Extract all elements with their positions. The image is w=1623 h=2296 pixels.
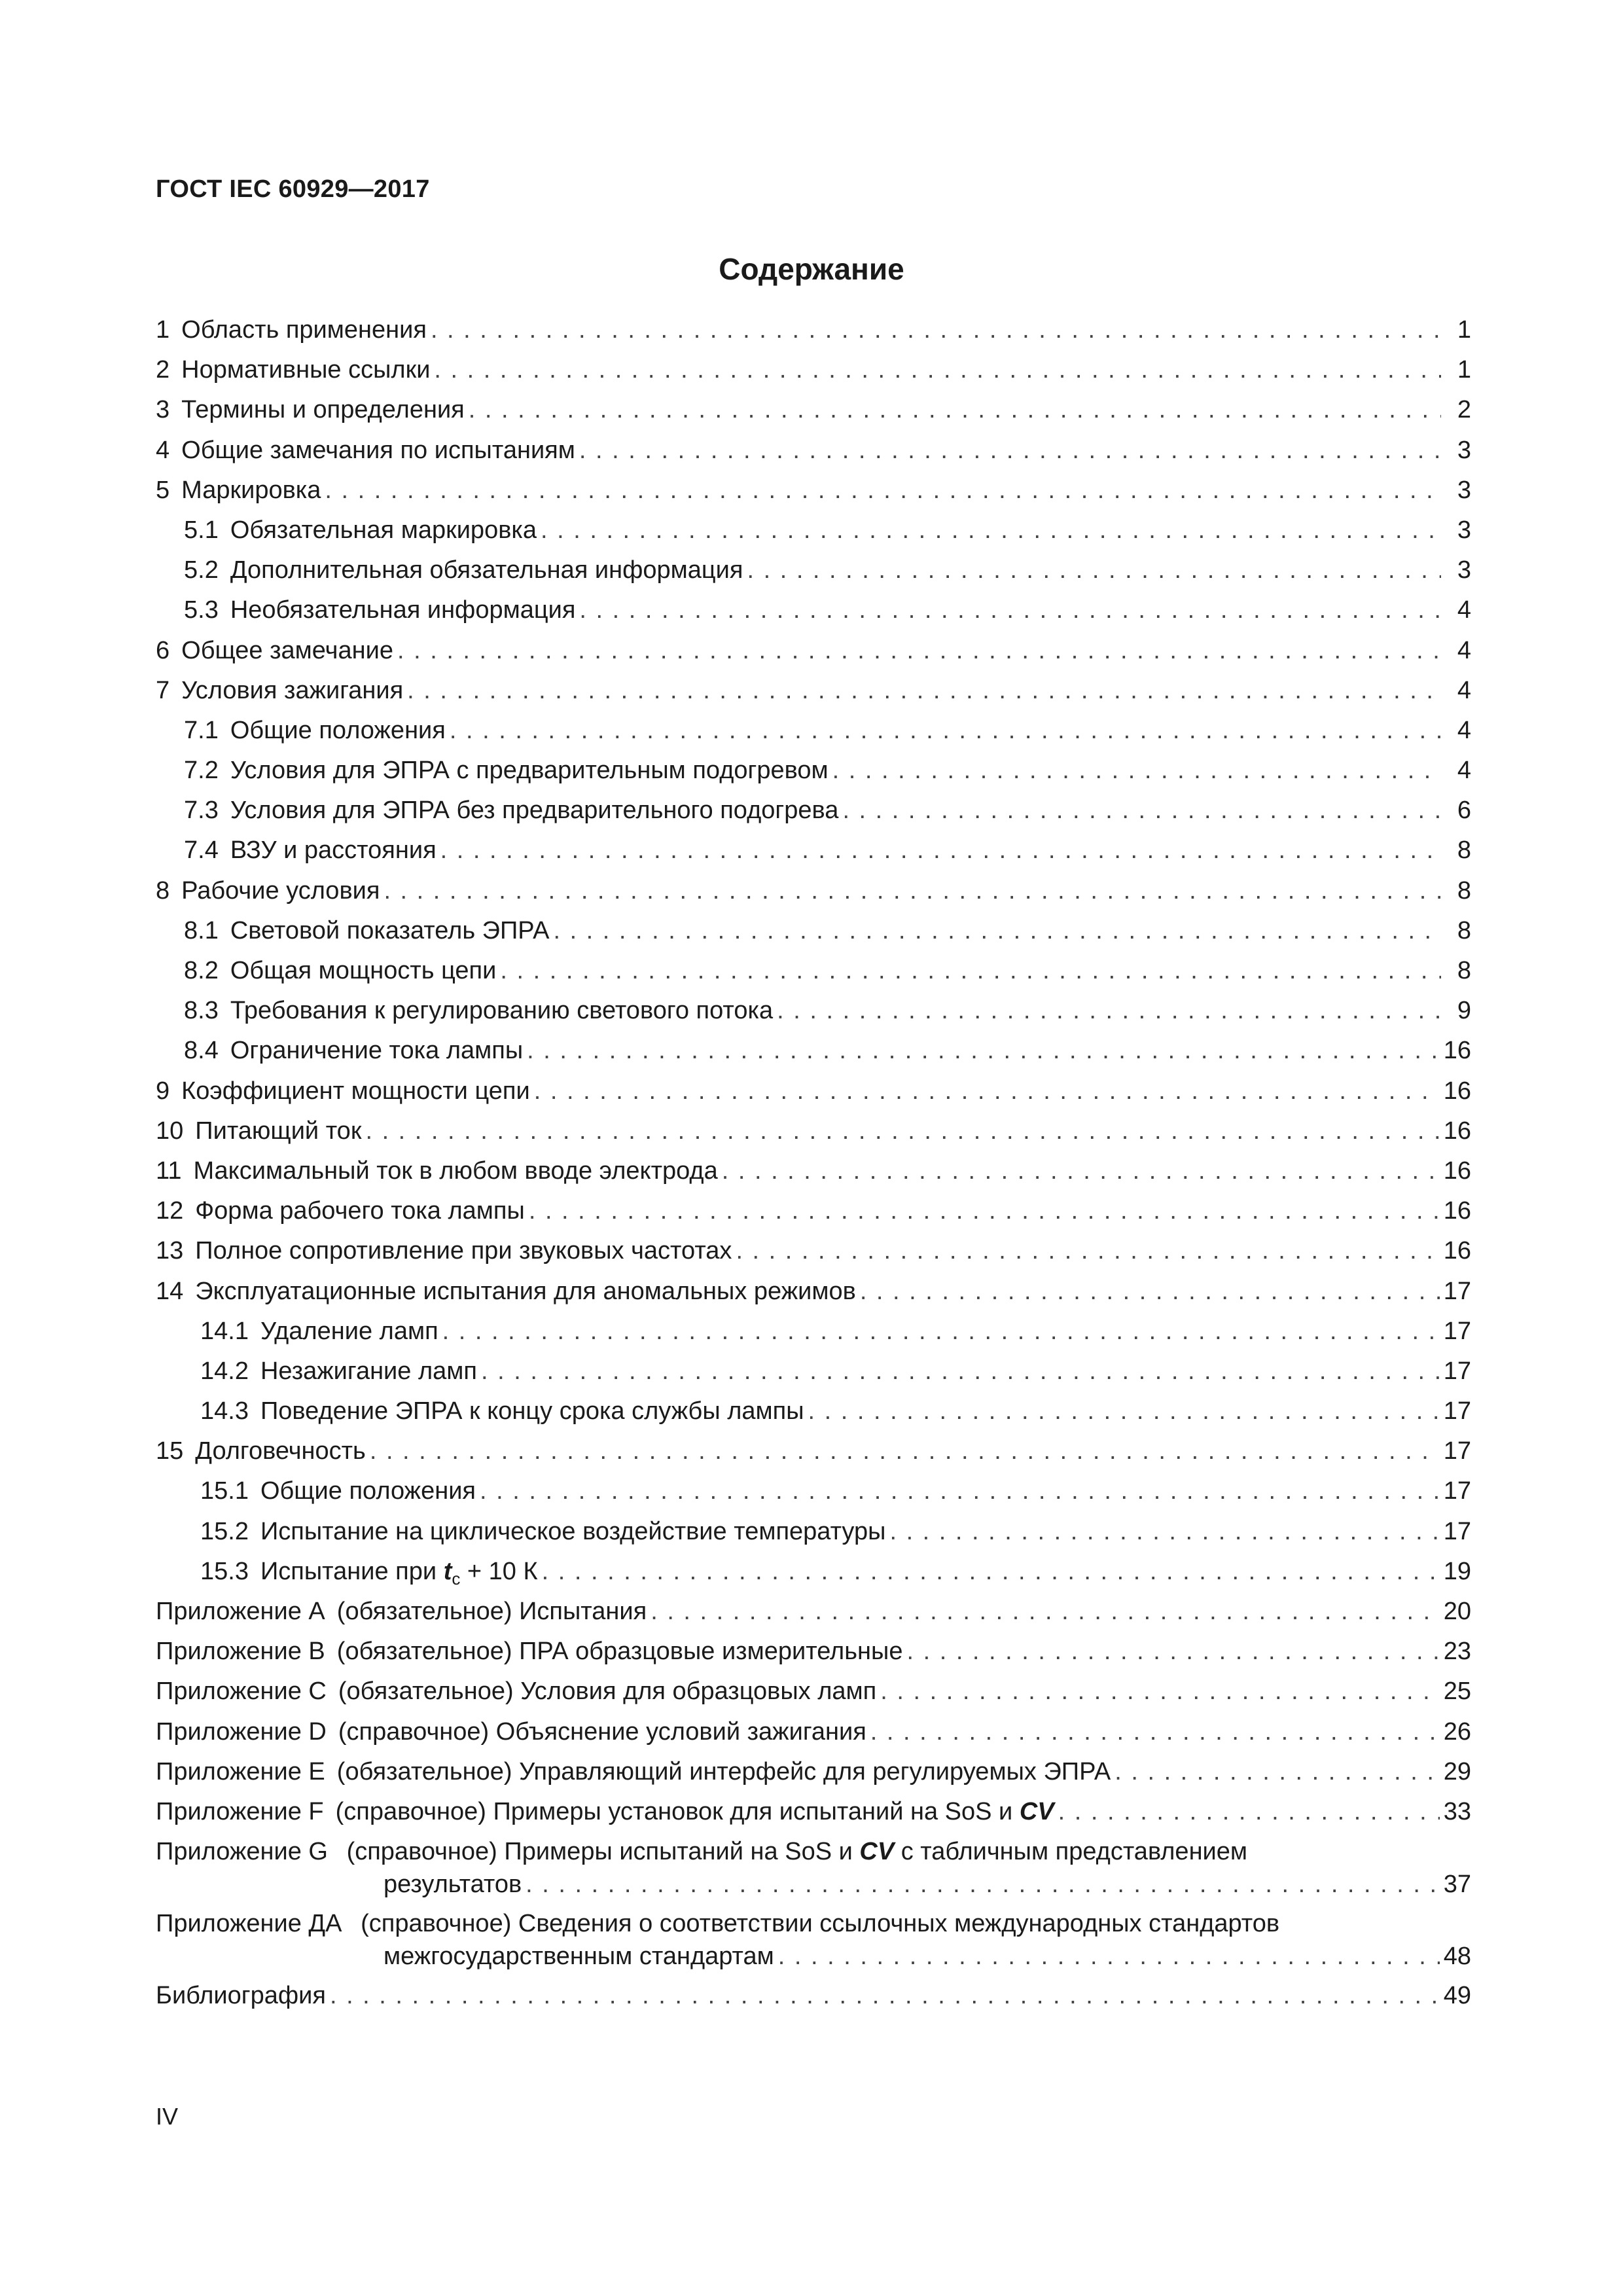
appendix-label: Приложение D <box>156 1717 327 1746</box>
toc-entry-page: 3 <box>1457 516 1471 544</box>
toc-entry-number: 15.2 <box>200 1517 249 1545</box>
toc-entry-title: Максимальный ток в любом вводе электрода <box>193 1157 718 1185</box>
toc-entry-number: 3 <box>156 396 170 424</box>
toc-entry-number: 15.1 <box>200 1477 249 1505</box>
subscript: c <box>452 1568 461 1588</box>
dot-leader <box>526 1871 1440 1899</box>
toc-subentry[interactable] <box>156 1318 1471 1357</box>
toc-entry-title: (справочное) Сведения о соответствии ссылочных международных стандартов <box>361 1910 1280 1938</box>
toc-entry-page: 16 <box>1443 1237 1471 1265</box>
toc-entry-title: Область применения <box>181 316 427 344</box>
toc-entry-number: 5.3 <box>184 596 219 624</box>
toc-entry-number: 7.3 <box>184 797 219 825</box>
toc-entry-page: 49 <box>1443 1982 1471 2010</box>
toc-entry-page: 3 <box>1457 556 1471 584</box>
dot-leader <box>397 637 1441 665</box>
toc-entry-page: 23 <box>1443 1638 1471 1666</box>
dot-leader <box>480 1477 1440 1505</box>
toc-subentry[interactable] <box>156 757 1471 797</box>
toc-entry-title: Незажигание ламп <box>260 1357 477 1385</box>
toc-entry-number: 8.2 <box>184 957 219 984</box>
toc-entry-page: 8 <box>1457 916 1471 944</box>
toc-entry-number: 8.3 <box>184 997 219 1025</box>
toc-entry-page: 19 <box>1443 1557 1471 1585</box>
toc-entry-number: 7.1 <box>184 716 219 744</box>
temperature-symbol: t <box>443 1557 452 1585</box>
toc-entry[interactable] <box>156 1278 1471 1318</box>
toc-entry-title: (справочное) Объяснение условий зажигания <box>338 1717 866 1746</box>
toc-entry[interactable] <box>156 677 1471 717</box>
toc-subentry[interactable] <box>156 717 1471 757</box>
dot-leader <box>434 356 1441 384</box>
toc-entry-number: 14.1 <box>200 1317 249 1345</box>
toc-entry-title: Маркировка <box>181 476 321 504</box>
toc-entry-title: Поведение ЭПРА к концу срока службы лампы <box>260 1397 804 1426</box>
toc-entry-title-continuation: результатов <box>383 1871 522 1899</box>
toc-entry-title: Обязательная маркировка <box>230 516 537 544</box>
dot-leader <box>325 476 1441 505</box>
toc-entry-page: 1 <box>1457 316 1471 344</box>
toc-entry-page: 17 <box>1443 1277 1471 1305</box>
toc-entry-number: 8.1 <box>184 916 219 944</box>
toc-entry-title: (обязательное) Управляющий интерфейс для регулируемых ЭПРА <box>336 1757 1111 1785</box>
toc-entry-number: 10 <box>156 1117 184 1145</box>
toc-entry-title: Нормативные ссылки <box>181 356 431 384</box>
toc-entry-title: Форма рабочего тока лампы <box>195 1197 525 1225</box>
dot-leader <box>534 1077 1440 1105</box>
toc-entry-title: (справочное) Примеры установок для испытаний на SoS и CV <box>335 1797 1054 1825</box>
toc-entry-page: 17 <box>1443 1357 1471 1385</box>
dot-leader <box>889 1518 1439 1546</box>
toc-appendix[interactable] <box>156 1838 1471 1910</box>
toc-entry-page: 8 <box>1457 836 1471 865</box>
toc-entry-number: 2 <box>156 356 170 384</box>
toc-entry-number: 14 <box>156 1277 184 1305</box>
toc-subentry[interactable] <box>156 1037 1471 1077</box>
toc-entry[interactable] <box>156 437 1471 476</box>
toc-entry-number: 13 <box>156 1237 184 1265</box>
toc-entry-title: Необязательная информация <box>230 596 576 624</box>
toc-entry-page: 4 <box>1457 757 1471 785</box>
toc-entry-number: 7.2 <box>184 757 219 785</box>
toc-appendix[interactable] <box>156 1638 1471 1677</box>
dot-leader <box>469 396 1441 424</box>
toc-entry-page: 9 <box>1457 997 1471 1025</box>
toc-subentry[interactable] <box>156 797 1471 836</box>
toc-entry-page: 2 <box>1457 396 1471 424</box>
toc-subentry[interactable] <box>156 596 1471 636</box>
toc-entry-page: 17 <box>1443 1437 1471 1465</box>
dot-leader <box>365 1117 1439 1145</box>
toc-entry-page: 48 <box>1443 1943 1471 1971</box>
toc-entry[interactable] <box>156 1437 1471 1477</box>
toc-entry-title: Долговечность <box>195 1437 366 1465</box>
toc-entry-page: 1 <box>1457 356 1471 384</box>
toc-entry-page: 3 <box>1457 476 1471 504</box>
toc-subentry[interactable] <box>156 1357 1471 1397</box>
appendix-label: Приложение F <box>156 1797 324 1825</box>
toc-entry-page: 37 <box>1443 1871 1471 1899</box>
dot-leader <box>370 1437 1440 1465</box>
toc-entry-page: 4 <box>1457 716 1471 744</box>
toc-appendix[interactable] <box>156 1798 1471 1838</box>
toc-entry-title: (справочное) Примеры испытаний на SoS и CV с табличным представлением <box>346 1838 1248 1866</box>
toc-entry-title: Библиография <box>156 1982 326 2010</box>
toc-entry-page: 4 <box>1457 596 1471 624</box>
dot-leader <box>747 556 1441 584</box>
toc-entry-page: 25 <box>1443 1677 1471 1706</box>
dot-leader <box>832 757 1441 785</box>
dot-leader <box>777 997 1441 1025</box>
dot-leader <box>527 1037 1440 1065</box>
dot-leader <box>808 1397 1440 1426</box>
toc-subentry[interactable] <box>156 997 1471 1037</box>
page-number: IV <box>156 2103 179 2130</box>
dot-leader <box>870 1718 1440 1746</box>
toc-entry-number: 1 <box>156 316 170 344</box>
toc-entry-title: Общее замечание <box>181 636 393 664</box>
toc-entry-title: Испытание при $t_c + 10$ К <box>260 1557 538 1588</box>
dot-leader <box>383 877 1441 905</box>
toc-entry-number: 7.4 <box>184 836 219 865</box>
toc-entry-title: Условия для ЭПРА без предварительного подогрева <box>230 797 839 825</box>
toc-entry-page: 16 <box>1443 1077 1471 1105</box>
toc-subentry[interactable] <box>156 1397 1471 1437</box>
dot-leader <box>880 1677 1439 1706</box>
toc-appendix[interactable] <box>156 1677 1471 1717</box>
toc-subentry[interactable] <box>156 1477 1471 1517</box>
toc-entry[interactable] <box>156 877 1471 917</box>
toc-appendix[interactable] <box>156 1718 1471 1758</box>
toc-entry[interactable] <box>156 1077 1471 1117</box>
toc-subentry[interactable] <box>156 516 1471 556</box>
toc-entry-number: 11 <box>156 1157 182 1185</box>
toc-entry-title: Питающий ток <box>195 1117 362 1145</box>
toc-entry-page: 33 <box>1443 1797 1471 1825</box>
toc-entry-number: 9 <box>156 1077 170 1105</box>
dot-leader <box>1058 1798 1440 1826</box>
toc-subentry[interactable] <box>156 957 1471 997</box>
document-code: ГОСТ IEC 60929—2017 <box>156 175 430 203</box>
toc-entry-page: 16 <box>1443 1157 1471 1185</box>
toc-entry-title: Общие положения <box>230 716 446 744</box>
toc-subentry[interactable] <box>156 917 1471 957</box>
toc-bibliography[interactable] <box>156 1982 1471 2022</box>
toc-entry-page: 17 <box>1443 1517 1471 1545</box>
toc-entry-page: 17 <box>1443 1397 1471 1426</box>
toc-entry-page: 29 <box>1443 1757 1471 1785</box>
dot-leader <box>407 677 1441 705</box>
toc-entry[interactable] <box>156 1157 1471 1197</box>
dot-leader <box>1115 1758 1440 1786</box>
dot-leader <box>440 836 1441 865</box>
toc-subentry[interactable] <box>156 1518 1471 1558</box>
toc-entry-number: 4 <box>156 436 170 464</box>
toc-entry-page: 16 <box>1443 1197 1471 1225</box>
toc-entry-title: Рабочие условия <box>181 876 380 905</box>
dot-leader <box>778 1943 1440 1971</box>
toc-entry-title: Условия зажигания <box>181 676 404 704</box>
dot-leader <box>579 596 1441 624</box>
appendix-label: Приложение А <box>156 1598 325 1625</box>
appendix-label: Приложение ДА <box>156 1910 342 1938</box>
toc-entry-title: (обязательное) ПРА образцовые измерительные <box>336 1638 903 1666</box>
toc-entry-title: Коэффициент мощности цепи <box>181 1077 530 1105</box>
toc-entry-title: Удаление ламп <box>260 1317 438 1345</box>
toc-entry-page: 4 <box>1457 636 1471 664</box>
dot-leader <box>579 437 1441 465</box>
appendix-label: Приложение Е <box>156 1757 325 1785</box>
toc-subentry[interactable] <box>156 556 1471 596</box>
toc-entry-title: Термины и определения <box>181 396 465 424</box>
toc-entry-page: 16 <box>1443 1117 1471 1145</box>
toc-entry-title: Общая мощность цепи <box>230 957 497 984</box>
toc-appendix[interactable] <box>156 1758 1471 1798</box>
toc-entry-page: 26 <box>1443 1717 1471 1746</box>
toc-entry-page: 8 <box>1457 957 1471 984</box>
toc-entry-title: Дополнительная обязательная информация <box>230 556 743 584</box>
toc-entry-title-continuation: межгосударственным стандартам <box>383 1943 774 1971</box>
toc-entry-number: 6 <box>156 636 170 664</box>
appendix-label: Приложение В <box>156 1638 325 1666</box>
toc-entry-number: 12 <box>156 1197 184 1225</box>
dot-leader <box>431 316 1441 344</box>
appendix-label: Приложение С <box>156 1677 327 1706</box>
dot-leader <box>860 1278 1440 1306</box>
toc-entry-title: Требования к регулированию светового потока <box>230 997 774 1025</box>
toc-entry-page: 17 <box>1443 1317 1471 1345</box>
cv-symbol: CV <box>1019 1797 1054 1825</box>
toc-entry-number: 8 <box>156 876 170 905</box>
toc-entry[interactable] <box>156 1237 1471 1277</box>
toc-subentry[interactable] <box>156 836 1471 876</box>
toc-entry[interactable] <box>156 316 1471 356</box>
toc-entry-number: 15.3 <box>200 1557 249 1585</box>
toc-entry-number: 14.3 <box>200 1397 249 1426</box>
toc-entry-page: 16 <box>1443 1037 1471 1065</box>
toc-entry-title: ВЗУ и расстояния <box>230 836 437 865</box>
toc-entry-page: 3 <box>1457 436 1471 464</box>
toc-entry-title: Полное сопротивление при звуковых частотах <box>195 1237 732 1265</box>
toc-entry-page: 4 <box>1457 676 1471 704</box>
toc-entry[interactable] <box>156 476 1471 516</box>
toc-entry[interactable] <box>156 637 1471 677</box>
toc-entry-number: 5 <box>156 476 170 504</box>
toc-entry-number: 5.2 <box>184 556 219 584</box>
toc-entry-page: 17 <box>1443 1477 1471 1505</box>
dot-leader <box>722 1157 1440 1185</box>
toc-entry-title: Эксплуатационные испытания для аномальных режимов <box>195 1277 856 1305</box>
dot-leader <box>529 1197 1440 1225</box>
dot-leader <box>906 1638 1439 1666</box>
appendix-label: Приложение G <box>156 1838 328 1866</box>
toc-entry-title: (обязательное) Условия для образцовых ламп <box>338 1677 877 1706</box>
toc-appendix[interactable] <box>156 1910 1471 1982</box>
toc-entry-page: 20 <box>1443 1598 1471 1625</box>
toc-entry-number: 5.1 <box>184 516 219 544</box>
toc-entry-title: Общие положения <box>260 1477 476 1505</box>
toc-subentry[interactable] <box>156 1558 1471 1598</box>
toc-entry-title: Испытание на циклическое воздействие температуры <box>260 1517 886 1545</box>
toc-entry[interactable] <box>156 356 1471 396</box>
toc-entry[interactable] <box>156 1197 1471 1237</box>
toc-entry-number: 14.2 <box>200 1357 249 1385</box>
toc-entry-title: Световой показатель ЭПРА <box>230 916 550 944</box>
dot-leader <box>842 797 1441 825</box>
toc-entry-number: 7 <box>156 676 170 704</box>
toc-entry-title: Ограничение тока лампы <box>230 1037 524 1065</box>
toc-entry-title: Условия для ЭПРА с предварительным подогревом <box>230 757 829 785</box>
dot-leader <box>541 516 1441 545</box>
toc-appendix[interactable] <box>156 1598 1471 1638</box>
dot-leader <box>442 1318 1440 1346</box>
dot-leader <box>542 1558 1440 1586</box>
dot-leader <box>450 717 1441 745</box>
dot-leader <box>736 1237 1439 1265</box>
toc-entry-number: 15 <box>156 1437 184 1465</box>
cv-symbol: CV <box>859 1838 895 1866</box>
toc-entry-page: 6 <box>1457 797 1471 825</box>
toc-entry-title: (обязательное) Испытания <box>336 1598 647 1625</box>
toc-entry-page: 8 <box>1457 876 1471 905</box>
dot-leader <box>330 1982 1440 2010</box>
toc-title: Содержание <box>719 252 904 286</box>
dot-leader <box>651 1598 1440 1626</box>
dot-leader <box>553 917 1441 945</box>
toc-entry[interactable] <box>156 1117 1471 1157</box>
toc-entry[interactable] <box>156 396 1471 436</box>
toc-entry-number: 8.4 <box>184 1037 219 1065</box>
dot-leader <box>481 1357 1440 1386</box>
dot-leader <box>500 957 1441 985</box>
toc-entry-title: Общие замечания по испытаниям <box>181 436 575 464</box>
table-of-contents <box>156 316 1471 2022</box>
